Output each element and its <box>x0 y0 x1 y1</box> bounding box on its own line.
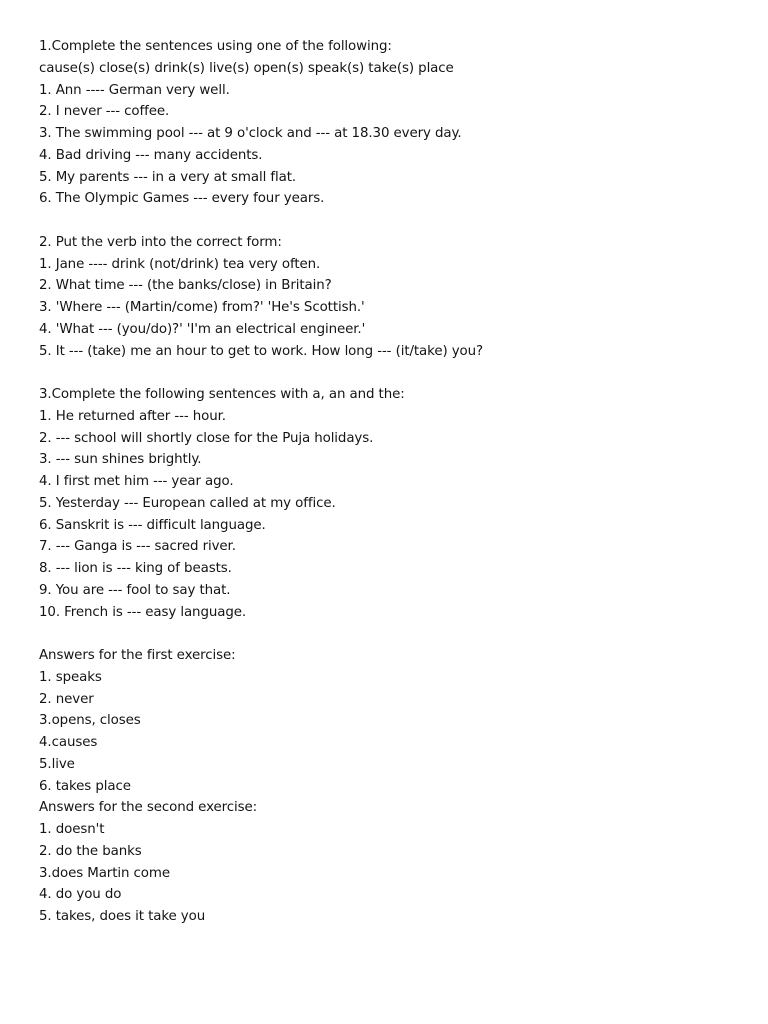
exercise-2-item: 3. 'Where --- (Martin/come) from?' 'He's Scottish.' <box>39 300 365 315</box>
exercise-1-title: 1.Complete the sentences using one of the following: <box>39 39 392 54</box>
answers-1-item: 1. speaks <box>39 669 102 685</box>
exercise-3-item: 5. Yesterday --- European called at my office. <box>39 495 336 511</box>
exercise-2-title: 2. Put the verb into the correct form: <box>39 234 282 250</box>
answers-1-section <box>39 645 739 797</box>
answers-2-item: 5. takes, does it take you <box>39 909 206 924</box>
answers-2-item: 2. do the banks <box>39 843 142 859</box>
exercise-2-item: 5. It --- (take) me an hour to get to work. How long --- (it/take) you? <box>39 343 484 359</box>
exercise-3-item: 2. --- school will shortly close for the Puja holidays. <box>39 430 374 446</box>
section-spacer <box>39 210 739 232</box>
section-spacer <box>39 362 739 384</box>
exercise-1-item: 4. Bad driving --- many accidents. <box>39 147 263 163</box>
answers-1-item: 3.opens, closes <box>39 713 141 729</box>
exercise-3-item: 10. French is --- easy language. <box>39 604 247 620</box>
answers-1-item: 6. takes place <box>39 778 131 794</box>
exercise-2-item: 4. 'What --- (you/do)?' 'I'm an electrical engineer.' <box>39 321 366 337</box>
answers-2-title: Answers for the second exercise: <box>39 800 258 816</box>
exercise-2-section <box>39 232 739 363</box>
exercise-1-item: 3. The swimming pool --- at 9 o'clock and --- at 18.30 every day. <box>39 126 462 141</box>
answers-1-item: 2. never <box>39 691 94 707</box>
exercise-3-title: 3.Complete the following sentences with a, an and the: <box>39 387 405 402</box>
answers-2-item: 3.does Martin come <box>39 865 170 881</box>
exercise-3-item: 1. He returned after --- hour. <box>39 408 226 424</box>
exercise-3-item: 6. Sanskrit is --- difficult language. <box>39 517 266 533</box>
exercise-1-section <box>39 36 739 210</box>
exercise-1-item: 1. Ann ---- German very well. <box>39 82 230 98</box>
exercise-3-section <box>39 384 739 623</box>
answers-1-item: 4.causes <box>39 735 98 750</box>
exercise-2-item: 1. Jane ---- drink (not/drink) tea very often. <box>39 256 321 272</box>
section-spacer <box>39 623 739 645</box>
exercise-1-item: 6. The Olympic Games --- every four years. <box>39 191 325 207</box>
worksheet-page <box>39 36 739 928</box>
exercise-3-item: 8. --- lion is --- king of beasts. <box>39 561 232 576</box>
exercise-1-word-list: cause(s) close(s) drink(s) live(s) open(s) speak(s) take(s) place <box>39 60 454 76</box>
answers-2-item: 1. doesn't <box>39 822 105 837</box>
answers-2-section <box>39 797 739 928</box>
exercise-2-item: 2. What time --- (the banks/close) in Britain? <box>39 278 332 294</box>
answers-1-item: 5.live <box>39 756 75 772</box>
exercise-1-item: 2. I never --- coffee. <box>39 104 170 120</box>
answers-2-item: 4. do you do <box>39 887 122 903</box>
exercise-3-item: 4. I first met him --- year ago. <box>39 474 234 489</box>
exercise-3-item: 7. --- Ganga is --- sacred river. <box>39 539 236 555</box>
exercise-3-item: 9. You are --- fool to say that. <box>39 582 231 598</box>
answers-1-title: Answers for the first exercise: <box>39 648 236 663</box>
exercise-3-item: 3. --- sun shines brightly. <box>39 452 202 468</box>
exercise-1-item: 5. My parents --- in a very at small flat. <box>39 169 297 185</box>
